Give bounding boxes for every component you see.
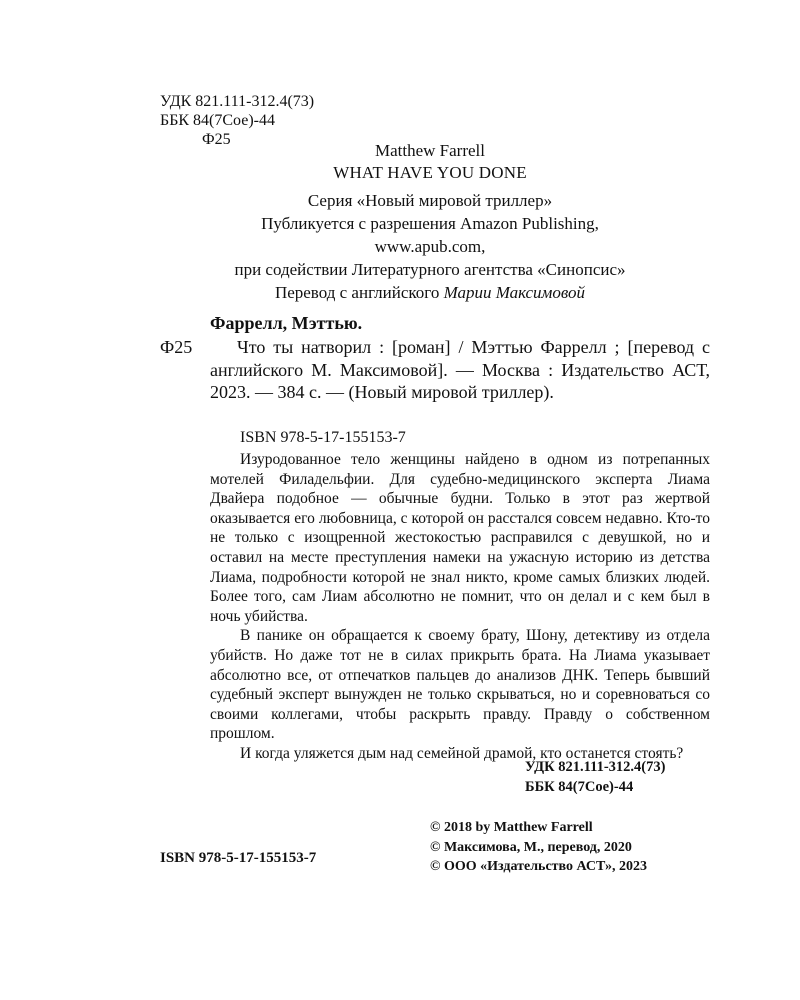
annotation-paragraph-1: Изуродованное тело женщины найдено в одном из потрепанных мотелей Филадельфии. Для судебно-медицинского эксперта Лиама Двайера подобное — обычные будни. Только в этот раз жертвой оказывается его любовница, с которой он расстался совсем недавно. Кто-то не только с изощренной жестокостью расправился с девушкой, но и оставил на месте преступления намеки на ужасную историю из детства Лиама, подробности которой не знал никто, кроме самых близких людей. Более того, сам Лиам абсолютно не помнит, что он делал и с кем был в ночь убийства. — [210, 451, 710, 625]
biblio-author: Фаррелл, Мэттью. — [210, 313, 363, 333]
original-author: Matthew Farrell — [375, 141, 485, 160]
author-mark: Ф25 — [202, 131, 231, 148]
bottom-isbn: ISBN 978-5-17-155153-7 — [160, 850, 317, 866]
bbk-code: ББК 84(7Сое)-44 — [160, 112, 275, 129]
translation-prefix: Перевод с английского — [274, 283, 444, 302]
publication-credits — [0, 189, 800, 304]
udk-code: УДК 821.111-312.4(73) — [160, 93, 315, 110]
biblio-record: Что ты натворил : [роман] / Мэттью Фаррелл ; [перевод с английского М. Максимовой]. — Москва : Издательство АСТ, 2023. — 384 с. — (Новый мировой триллер). — [210, 337, 710, 402]
copyright-publisher: © ООО «Издательство АСТ», 2023 — [430, 859, 648, 874]
catalog-mark: Ф25 — [160, 337, 193, 357]
annotation-paragraph-3: И когда уляжется дым над семейной драмой, кто останется стоять? — [240, 744, 684, 762]
copyright-original: © 2018 by Matthew Farrell — [430, 820, 593, 835]
copyright-translation: © Максимова, М., перевод, 2020 — [430, 839, 632, 855]
bottom-udk-code: УДК 821.111-312.4(73) — [525, 759, 666, 775]
bottom-bbk-code: ББК 84(7Сое)-44 — [525, 779, 634, 795]
original-title: WHAT HAVE YOU DONE — [333, 163, 527, 182]
bottom-classification-codes — [525, 757, 665, 797]
translator-name: Марии Максимовой — [443, 283, 586, 302]
annotation — [210, 450, 710, 764]
biblio-isbn: ISBN 978-5-17-155153-7 — [240, 429, 406, 446]
annotation-paragraph-2: В панике он обращается к своему брату, Шону, детективу из отдела убийств. Но даже тот не в силах прикрыть брата. На Лиама указывает абсолютно все, от отпечатков пальцев до анализов ДНК. Теперь бывший судебный эксперт вынужден не только скрываться, но и соревноваться со своими коллегами, чтобы раскрыть правду. Правду о собственном прошлом. — [210, 627, 710, 743]
permission-line: Публикуется с разрешения Amazon Publishing, — [261, 214, 599, 233]
translation-line — [0, 281, 800, 304]
series-line: Серия «Новый мировой триллер» — [307, 191, 553, 210]
agency-line: при содействии Литературного агентства «Синопсис» — [234, 260, 626, 279]
website-line: www.apub.com, — [374, 237, 486, 256]
copyright-block — [430, 818, 647, 877]
